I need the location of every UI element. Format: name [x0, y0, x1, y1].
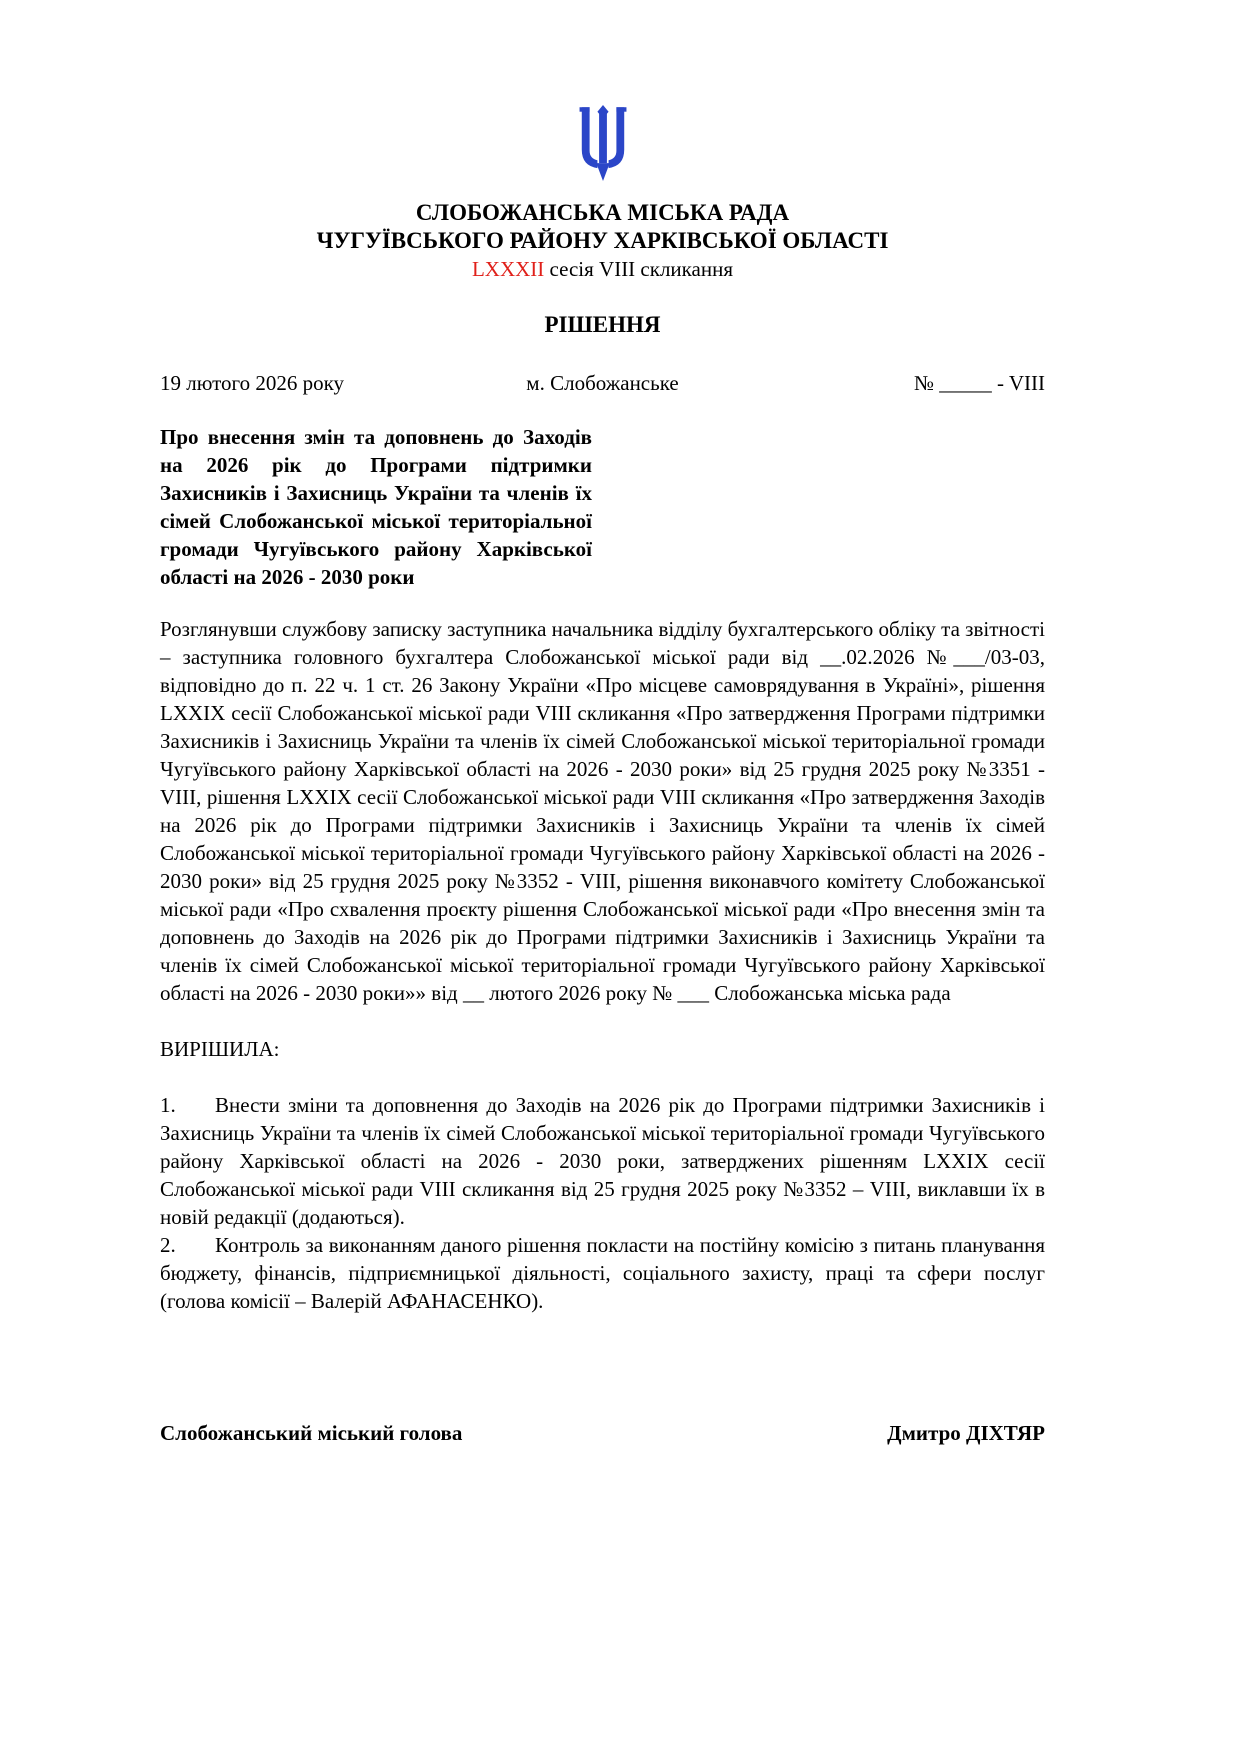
resolved-label: ВИРІШИЛА: [160, 1037, 280, 1061]
session-line [160, 255, 1045, 283]
resolution-items [160, 1091, 1045, 1315]
resolution-item-1 [160, 1091, 1045, 1231]
session-text: сесія VIII скликання [544, 257, 734, 281]
item-text: Контроль за виконанням даного рішення покласти на постійну комісію з питань планування бюджету, фінансів, підприємницької діяльності, соціального захисту, праці та сфери послуг (голова комісії – Валерій АФАНАСЕНКО). [160, 1233, 1045, 1313]
org-name-line1: СЛОБОЖАНСЬКА МІСЬКА РАДА [415, 200, 790, 225]
meta-row [160, 369, 1045, 397]
preamble-paragraph: Розглянувши службову записку заступника начальника відділу бухгалтерського обліку та звітності – заступника головного бухгалтера Слобожанської міської ради від __.02.2026 №___/03-03, відповідно до п. 22 ч. 1 ст. 26 Закону України «Про місцеве самоврядування в Україні», рішення LXXIX сесії Слобожанської міської ради VIII скликання «Про затвердження Програми підтримки Захисників і Захисниць України та членів їх сімей Слобожанської міської територіальної громади Чугуївського району Харківської області на 2026 - 2030 роки» від 25 грудня 2025 року №3351 - VIII, рішення LXXIX сесії Слобожанської міської ради VIII скликання «Про затвердження Заходів на 2026 рік до Програми підтримки Захисників і Захисниць України та членів їх сімей Слобожанської міської територіальної громади Чугуївського району Харківської області на 2026 - 2030 роки» від 25 грудня 2025 року №3352 - VIII, рішення виконавчого комітету Слобожанської міської ради «Про схвалення проєкту рішення Слобожанської міської ради «Про внесення змін та доповнень до Заходів на 2026 рік до Програми підтримки Захисників і Захисниць України та членів їх сімей Слобожанської міської територіальної громади Чугуївського району Харківської області на 2026 - 2030 роки»» від __ лютого 2026 року № ___ Слобожанська міська рада [160, 617, 1045, 1005]
session-number: LXXXII [471, 257, 545, 281]
document-place: м. Слобожанське [526, 371, 679, 395]
resolution-item-2 [160, 1231, 1045, 1315]
signature-name: Дмитро ДІХТЯР [887, 1421, 1045, 1445]
document-type-title: РІШЕННЯ [544, 312, 661, 337]
item-number: 2. [160, 1233, 176, 1257]
item-number: 1. [160, 1093, 176, 1117]
signature-row [160, 1419, 1045, 1447]
document-number: № _____ - VIII [913, 371, 1045, 395]
ukraine-trident-icon [575, 105, 631, 191]
signature-title: Слобожанський міський голова [160, 1421, 463, 1445]
document-date: 19 лютого 2026 року [160, 371, 345, 395]
org-name-line2: ЧУГУЇВСЬКОГО РАЙОНУ ХАРКІВСЬКОЇ ОБЛАСТІ [316, 228, 889, 253]
document-subject: Про внесення змін та доповнень до Заходів на 2026 рік до Програми підтримки Захисників і Захисниць України та членів їх сімей Слобожанської міської територіальної громади Чугуївського району Харківської області на 2026 - 2030 роки [160, 425, 592, 589]
item-text: Внести зміни та доповнення до Заходів на 2026 рік до Програми підтримки Захисників і Захисниць України та членів їх сімей Слобожанської міської територіальної громади Чугуївського району Харківської області на 2026 - 2030 роки, затверджених рішенням LXXIX сесії Слобожанської міської ради VIII скликання від 25 грудня 2025 року №3352 – VIII, виклавши їх в новій редакції (додаються). [160, 1093, 1045, 1229]
